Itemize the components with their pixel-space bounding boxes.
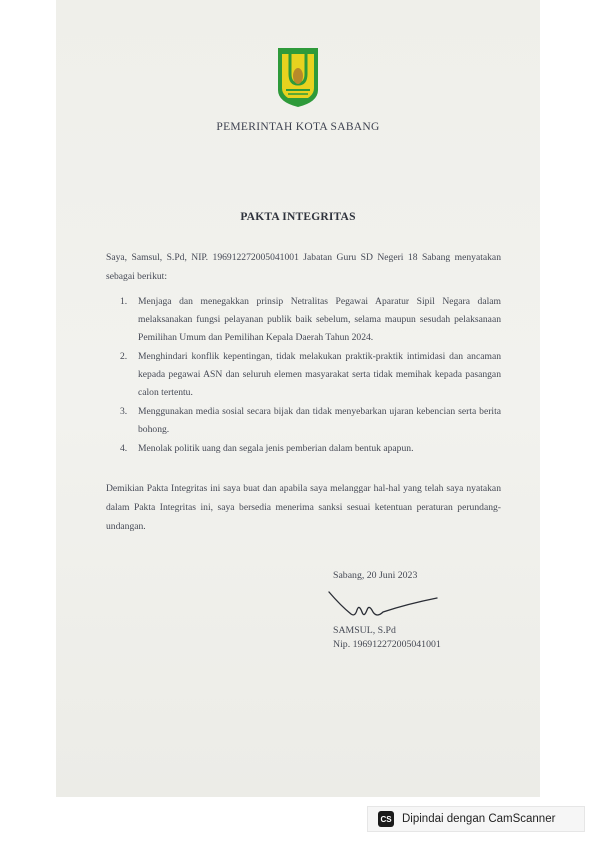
camscanner-watermark xyxy=(367,806,585,832)
statement-list xyxy=(120,293,501,459)
government-heading: PEMERINTAH KOTA SABANG xyxy=(216,121,380,133)
signer-name: SAMSUL, S.Pd xyxy=(333,625,396,636)
list-item: 1. Menjaga dan menegakkan prinsip Netralitas Pegawai Aparatur Sipil Negara dalam melaksanakan fungsi pelayanan publik baik sebelum, selama maupun sesudah pelaksanaan Pemilihan Umum dan Pemilihan Kepala Daerah Tahun 2024. xyxy=(120,296,501,343)
closing-paragraph: Demikian Pakta Integritas ini saya buat dan apabila saya melanggar hal-hal yang telah saya nyatakan dalam Pakta Integritas ini, saya bersedia menerima sanksi sesuai ketentuan peraturan perundang-undangan. xyxy=(106,483,501,532)
handwritten-signature xyxy=(327,584,447,624)
kota-sabang-emblem-icon xyxy=(276,46,320,108)
list-item: 4. Menolak politik uang dan segala jenis pemberian dalam bentuk apapun. xyxy=(120,443,414,454)
place-date: Sabang, 20 Juni 2023 xyxy=(333,570,418,581)
camscanner-text: Dipindai dengan CamScanner xyxy=(402,813,556,825)
document-title: PAKTA INTEGRITAS xyxy=(240,211,356,223)
list-item: 2. Menghindari konflik kepentingan, tidak melakukan praktik-praktik intimidasi dan ancaman kepada pegawai ASN dan seluruh elemen masyarakat serta tidak memihak kepada pasangan calon tertentu. xyxy=(120,351,501,398)
list-item: 3. Menggunakan media sosial secara bijak dan tidak menyebarkan ujaran kebencian serta berita bohong. xyxy=(120,406,501,435)
camscanner-logo-icon: CS xyxy=(378,811,394,827)
scanned-page xyxy=(56,0,540,797)
signer-nip: Nip. 196912272005041001 xyxy=(333,639,441,650)
intro-paragraph: Saya, Samsul, S.Pd, NIP. 196912272005041001 Jabatan Guru SD Negeri 18 Sabang menyatakan sebagai berikut: xyxy=(106,252,501,282)
